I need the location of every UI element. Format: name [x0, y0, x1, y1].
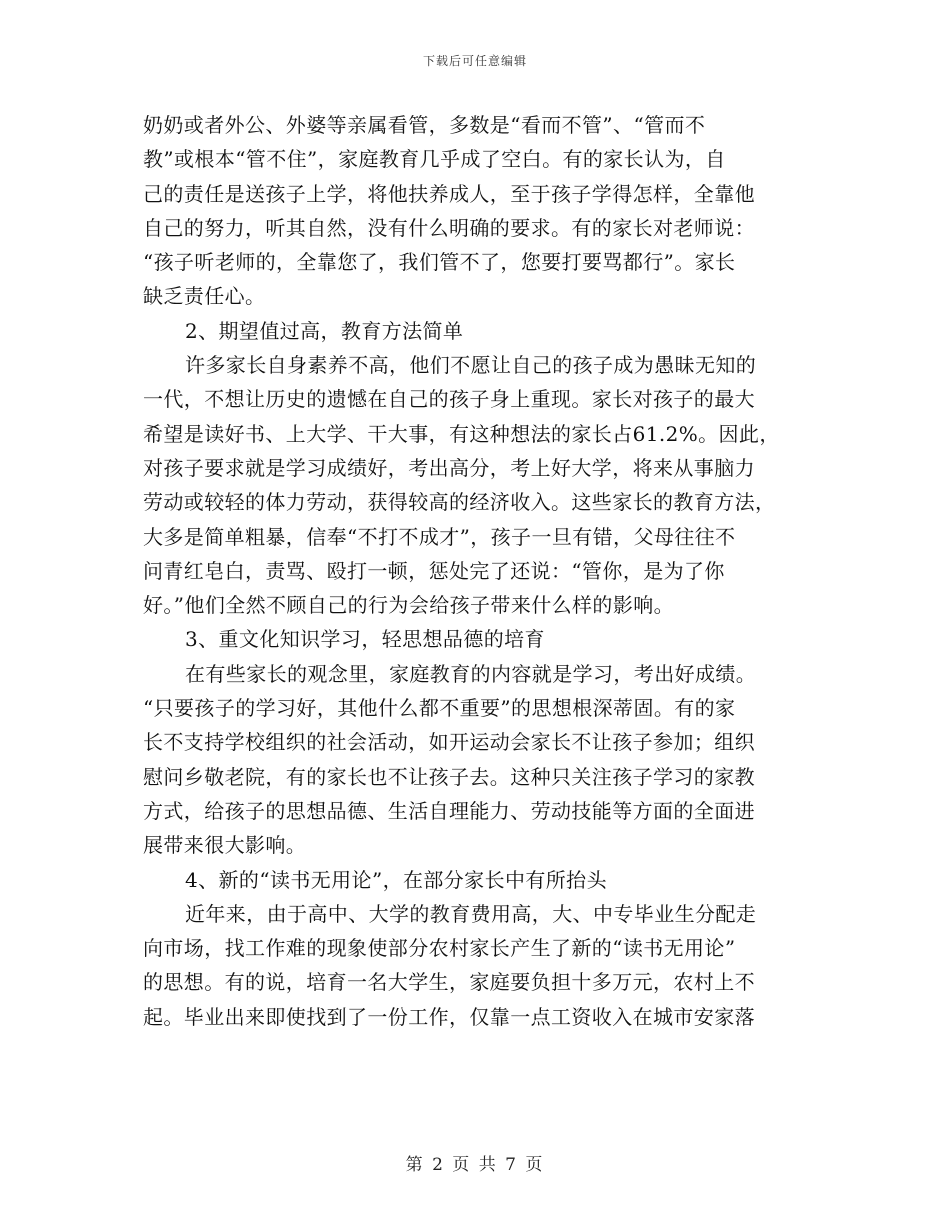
text-line: 缺乏责任心。	[143, 284, 266, 309]
text-line: “只要孩子的学习好，其他什么都不重要”的思想根深蒂固。有的家	[143, 696, 736, 721]
text-line: “孩子听老师的，全靠您了，我们管不了，您要打要骂都行”。家长	[143, 250, 736, 275]
text-line: 己的责任是送孩子上学，将他扶养成人，至于孩子学得怎样，全靠他	[143, 181, 755, 206]
paragraph-first-line: 近年来，由于高中、大学的教育费用高，大、中专毕业生分配走	[185, 901, 757, 926]
section-heading: 2、期望值过高，教育方法简单	[185, 318, 464, 343]
paragraph-first-line: 在有些家长的观念里，家庭教育的内容就是学习，考出好成绩。	[185, 661, 757, 686]
page-header: 下载后可任意编辑	[422, 54, 527, 68]
text-line: 教”或根本“管不住”，家庭教育几乎成了空白。有的家长认为，自	[143, 147, 726, 172]
page-number: 第 2 页 共 7 页	[405, 1155, 545, 1175]
text-line: 慰问乡敬老院，有的家长也不让孩子去。这种只关注孩子学习的家教	[143, 764, 755, 789]
text-line: 的思想。有的说，培育一名大学生，家庭要负担十多万元，农村上不	[143, 970, 755, 995]
text-line: 起。毕业出来即使找到了一份工作，仅靠一点工资收入在城市安家落	[143, 1004, 755, 1029]
text-line: 一代，不想让历史的遗憾在自己的孩子身上重现。家长对孩子的最大	[143, 387, 755, 412]
text-line: 长不支持学校组织的社会活动，如开运动会家长不让孩子参加；组织	[143, 730, 755, 755]
text-line: 方式，给孩子的思想品德、生活自理能力、劳动技能等方面的全面进	[143, 798, 755, 823]
text-line: 展带来很大影响。	[143, 833, 307, 858]
text-line: 自己的努力，听其自然，没有什么明确的要求。有的家长对老师说：	[143, 215, 755, 240]
section-heading: 4、新的“读书无用论”，在部分家长中有所抬头	[185, 867, 607, 892]
section-heading: 3、重文化知识学习，轻思想品德的培育	[185, 627, 545, 652]
text-line: 问青红皂白，责骂、殴打一顿，惩处完了还说：“管你，是为了你	[143, 558, 725, 583]
text-line: 好。”他们全然不顾自己的行为会给孩子带来什么样的影响。	[143, 593, 675, 618]
document-body	[143, 108, 803, 1034]
text-line: 奶奶或者外公、外婆等亲属看管，多数是“看而不管”、“管而不	[143, 113, 706, 137]
paragraph-first-line: 许多家长自身素养不高，他们不愿让自己的孩子成为愚昧无知的	[185, 353, 757, 378]
text-line: 希望是读好书、上大学、干大事，有这种想法的家长占61.2%。因此，	[143, 421, 780, 446]
text-line: 大多是简单粗暴，信奉“不打不成才”，孩子一旦有错，父母往往不	[143, 524, 736, 549]
text-line: 向市场，找工作难的现象使部分农村家长产生了新的“读书无用论”	[143, 936, 736, 961]
text-line: 劳动或较轻的体力劳动，获得较高的经济收入。这些家长的教育方法，	[143, 490, 776, 515]
text-line: 对孩子要求就是学习成绩好，考出高分，考上好大学，将来从事脑力	[143, 455, 755, 480]
